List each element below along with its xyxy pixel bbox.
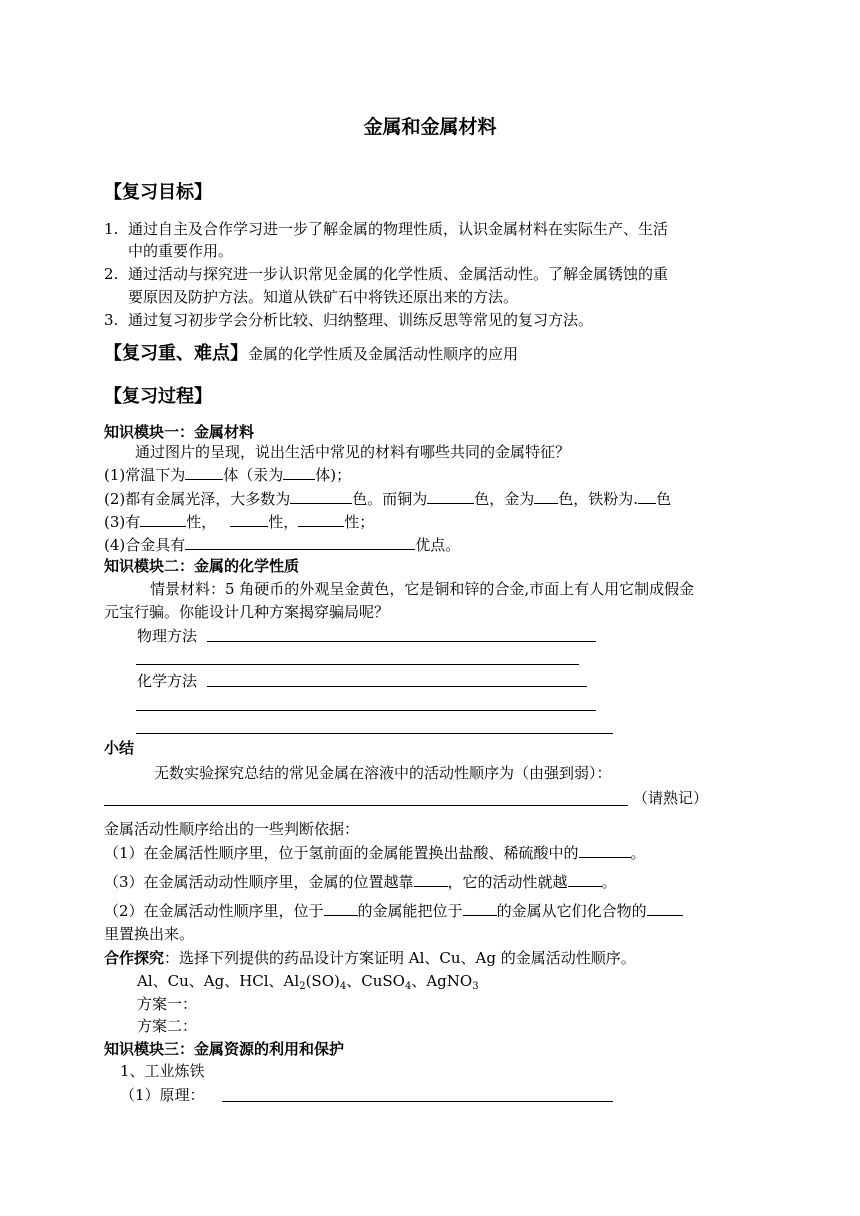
plan-2-label: 方案二： — [137, 1017, 198, 1035]
answer-blank — [283, 465, 315, 480]
module2-scenario-1: 情景材料：5 角硬币的外观呈金黄色，它是铜和锌的合金,市面上有人用它制成假金 — [150, 580, 695, 598]
answer-line — [222, 1101, 613, 1102]
rule-2-cont: 里置换出来。 — [104, 925, 195, 943]
goals-heading: 【复习目标】 — [104, 182, 212, 203]
answer-line — [136, 733, 613, 734]
module1-q2: (2)都有金属光泽，大多数为 色。而铜为 色，金为 色，铁粉为. 色 — [104, 490, 672, 508]
answer-blank — [534, 489, 558, 504]
reagent-list: Al、Cu、Ag、HCl、$Al_2(SO)_4$、CuSO$_4$、AgNO$_3$ — [137, 972, 479, 992]
keypoints-heading: 【复习重、难点】 — [104, 343, 248, 364]
rule-2: （2）在金属活动性顺序里，位于 的金属能把位于 的金属从它们化合物的 — [104, 901, 683, 921]
module2-scenario-2: 元宝行骗。你能设计几种方案揭穿骗局呢？ — [104, 603, 390, 621]
module1-heading: 知识模块一：金属材料 — [104, 423, 255, 441]
answer-line — [207, 686, 587, 687]
keypoints-text: 金属的化学性质及金属活动性顺序的应用 — [248, 345, 519, 363]
answer-blank — [298, 512, 344, 527]
memo-note: （请熟记） — [633, 789, 709, 807]
page-title: 金属和金属材料 — [363, 116, 497, 138]
module1-q3: (3)有 性， 性， 性； — [104, 513, 375, 531]
process-heading: 【复习过程】 — [104, 386, 212, 407]
keypoints-line — [104, 344, 518, 364]
rule-1: （1）在金属活性顺序里，位于氢前面的金属能置换出盐酸、稀硫酸中的 。 — [104, 844, 646, 862]
rule-3: （3）在金属活动动性顺序里，金属的位置越靠 ，它的活动性就越 。 — [104, 873, 617, 891]
basis-text: 金属活动性顺序给出的一些判断依据： — [104, 820, 360, 838]
answer-blank — [427, 489, 474, 504]
answer-blank — [647, 901, 683, 916]
principle-label: （1）原理： — [120, 1086, 205, 1104]
answer-blank — [463, 901, 497, 916]
module1-intro: 通过图片的呈现，说出生活中常见的材料有哪些共同的金属特征？ — [135, 443, 571, 461]
iron-smelting-subheading: 1、工业炼铁 — [120, 1062, 205, 1080]
summary-heading: 小结 — [104, 739, 135, 757]
answer-blank — [140, 512, 186, 527]
answer-blank — [414, 872, 448, 887]
coop-line — [104, 948, 636, 968]
answer-blank — [185, 465, 223, 480]
answer-blank — [638, 489, 656, 504]
plan-1-label: 方案一： — [137, 995, 198, 1013]
answer-line — [136, 664, 579, 665]
answer-blank — [290, 489, 352, 504]
coop-label: 合作探究 — [104, 949, 165, 967]
answer-line — [104, 805, 628, 806]
answer-line — [136, 710, 596, 711]
summary-text: 无数实验探究总结的常见金属在溶液中的活动性顺序为（由强到弱）： — [154, 764, 612, 782]
coop-text: ：选择下列提供的药品设计方案证明 Al、Cu、Ag 的金属活动性顺序。 — [164, 949, 636, 967]
goal-item-3: 3. 通过复习初步学会分析比较、归纳整理、训练反思等常见的复习方法。 — [104, 311, 594, 329]
module3-heading: 知识模块三：金属资源的利用和保护 — [104, 1040, 345, 1058]
chemical-method-label: 化学方法 — [137, 672, 198, 690]
answer-line — [207, 641, 596, 642]
goal-item-2-cont: 要原因及防护方法。知道从铁矿石中将铁还原出来的方法。 — [128, 288, 519, 306]
answer-blank — [230, 512, 268, 527]
goal-item-1-cont: 中的重要作用。 — [128, 242, 234, 260]
answer-blank — [579, 843, 631, 858]
answer-blank — [568, 872, 602, 887]
module1-q4: (4)合金具有 优点。 — [104, 536, 461, 554]
physical-method-label: 物理方法 — [137, 627, 198, 645]
answer-blank — [185, 535, 415, 550]
module1-q1: (1)常温下为 体（汞为 体)； — [104, 466, 352, 484]
goal-item-1: 1. 通过自主及合作学习进一步了解金属的物理性质，认识金属材料在实际生产、生活 — [104, 220, 669, 238]
answer-blank — [324, 901, 358, 916]
module2-heading: 知识模块二：金属的化学性质 — [104, 557, 300, 575]
goal-item-2: 2. 通过活动与探究进一步认识常见金属的化学性质、金属活动性。了解金属锈蚀的重 — [104, 265, 669, 283]
